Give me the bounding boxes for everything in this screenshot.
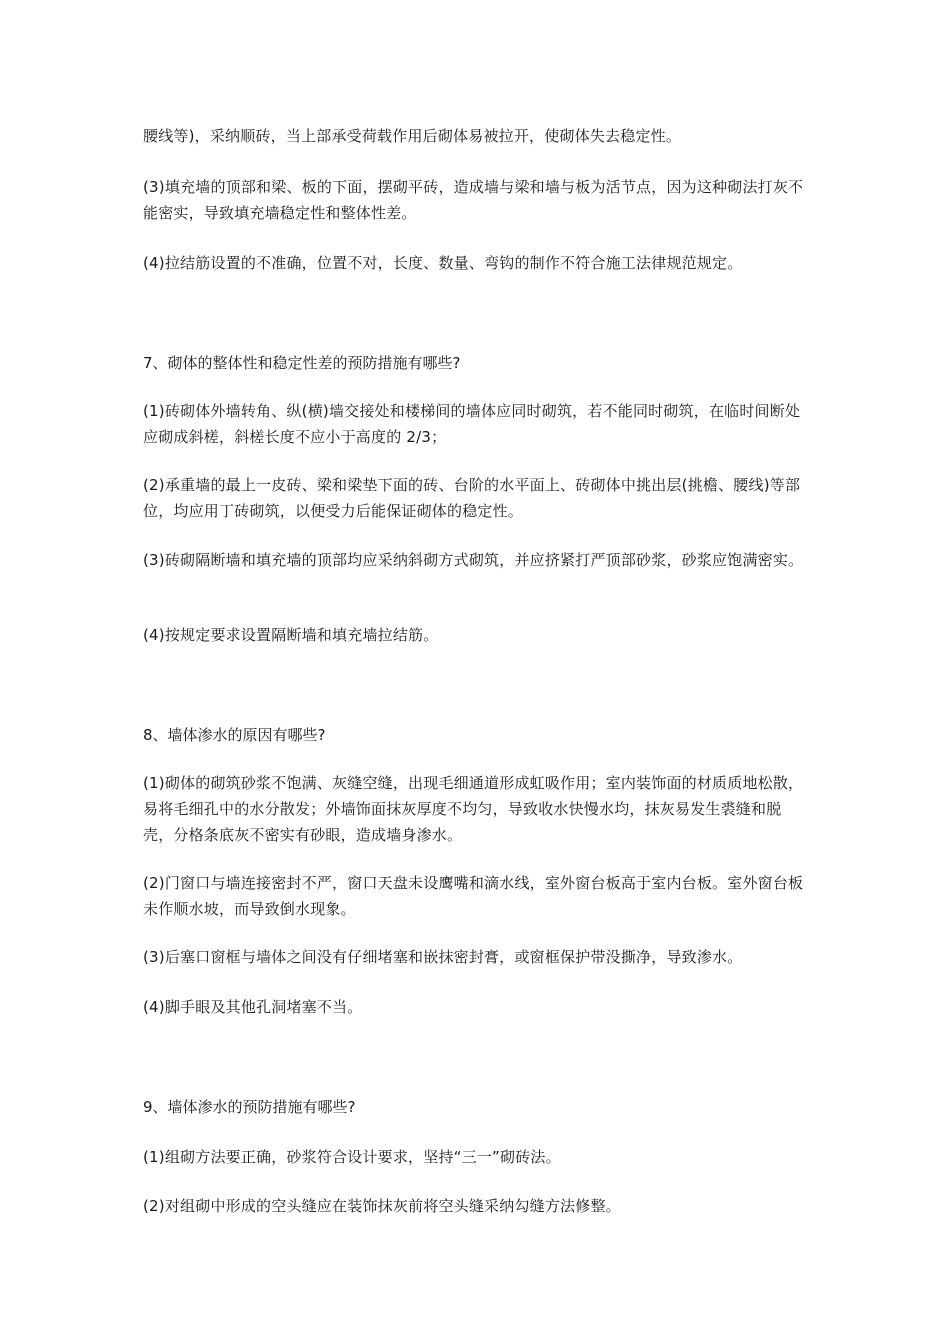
paragraph-q7-item-2: (2)承重墙的最上一皮砖、梁和梁垫下面的砖、台阶的水平面上、砖砌体中挑出层(挑檐、腰线)等部位，均应用丁砖砌筑，以便受力后能保证砌体的稳定性。 [143,476,801,520]
question-heading-8: 8、墙体渗水的原因有哪些? [143,726,326,744]
question-heading-7: 7、砌体的整体性和稳定性差的预防措施有哪些? [143,354,461,372]
paragraph-q8-item-2: (2)门窗口与墙连接密封不严，窗口天盘未设鹰嘴和滴水线，室外窗台板高于室内台板。室外窗台板未作顺水坡，而导致倒水现象。 [143,874,804,918]
paragraph-q7-item-1: (1)砖砌体外墙转角、纵(横)墙交接处和楼梯间的墙体应同时砌筑，若不能同时砌筑，在临时间断处应砌成斜槎，斜槎长度不应小于高度的 2/3； [143,402,801,446]
paragraph-q8-item-1: (1)砌体的砌筑砂浆不饱满、灰缝空缝，出现毛细通道形成虹吸作用；室内装饰面的材质质地松散，易将毛细孔中的水分散发；外墙饰面抹灰厚度不均匀，导致收水快慢水均，抹灰易发生裘缝和脱壳，分格条底灰不密实有砂眼，造成墙身渗水。 [143,774,804,844]
paragraph-q7-item-4: (4)按规定要求设置隔断墙和填充墙拉结筋。 [143,626,439,644]
paragraph-q9-item-1: (1)组砌方法要正确，砂浆符合设计要求，坚持“三一”砌砖法。 [143,1148,561,1166]
paragraph-q7-item-3: (3)砖砌隔断墙和填充墙的顶部均应采纳斜砌方式砌筑，并应挤紧打严顶部砂浆，砂浆应饱满密实。 [143,551,804,569]
paragraph-q8-item-3: (3)后塞口窗框与墙体之间没有仔细堵塞和嵌抹密封膏，或窗框保护带没撕净，导致渗水。 [143,948,743,966]
paragraph-continuation: 腰线等)，采纳顺砖，当上部承受荷载作用后砌体易被拉开，使砌体失去稳定性。 [143,127,682,145]
paragraph-q9-item-2: (2)对组砌中形成的空头缝应在装饰抹灰前将空头缝采纳勾缝方法修整。 [143,1197,621,1215]
paragraph-intro-item-3: (3)填充墙的顶部和梁、板的下面，摆砌平砖，造成墙与梁和墙与板为活节点，因为这种砌法打灰不能密实，导致填充墙稳定性和整体性差。 [143,178,804,222]
question-heading-9: 9、墙体渗水的预防措施有哪些? [143,1098,356,1116]
paragraph-intro-item-4: (4)拉结筋设置的不准确，位置不对，长度、数量、弯钩的制作不符合施工法律规范规定。 [143,254,743,272]
paragraph-q8-item-4: (4)脚手眼及其他孔洞堵塞不当。 [143,998,363,1016]
